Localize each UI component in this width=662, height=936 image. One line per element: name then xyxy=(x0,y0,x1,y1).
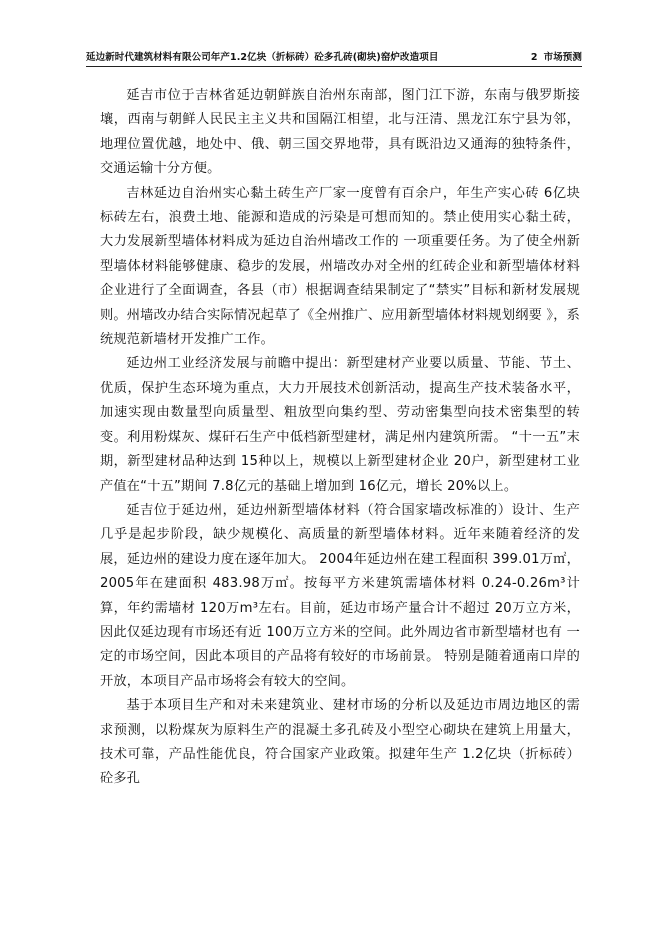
section-title: 市场预测 xyxy=(543,52,582,63)
document-body xyxy=(100,84,580,792)
paragraph-clay-brick: 吉林延边自治州实心黏土砖生产厂家一度曾有百余户，年生产实心砖 6亿块标砖左右，浪费土地、能源和造成的污染是可想而知的。禁止使用实心黏土砖，大力发展新型墙体材料成为延边自治州墙改工作的 一项重要任务。为了使全州新型墙体材料能够健康、稳步的发展，州墙改办对全州的红砖企业和新型墙体材料企业进行了全面调查，各县（市）根据调查结果制定了“禁实”目标和新材发展规则。州墙改办结合实际情况起草了《全州推广、应用新型墙体材料规划纲要 》，系统规范新墙材开发推广工作。 xyxy=(100,185,580,348)
header-divider xyxy=(86,66,582,67)
page-header xyxy=(86,49,582,65)
paragraph-project-basis: 基于本项目生产和对未来建筑业、建材市场的分析以及延边市周边地区的需求预测，以粉煤灰为原料生产的混凝土多孔砖及小型空心砌块在建筑上用量大，技术可靠，产品性能优良，符合国家产业政策。拟建年生产 1.2亿块（折标砖）砼多孔 xyxy=(100,698,580,787)
paragraph-market-demand: 延吉位于延边州，延边州新型墙体材料（符合国家墙改标准的）设计、生产几乎是起步阶段，缺少规模化、高质量的新型墙体材料。近年来随着经济的发展，延边州的建设力度在逐年加大。 2004年延边州在建工程面积 399.01万㎡，2005年在建面积 483.98万㎡。按每平方米建筑需墙体材料 0.24-0.26m³计算，年约需墙材 120万m³左右。目前，延边市场产量合计不超过 20万立方米，因此仅延边现有市场还有近 100万立方米的空间。此外周边省市新型墙材也有 一定的市场空间，因此本项目的产品将有较好的市场前景。 特别是随着通南口岸的开放，本项目产品市场将会有较大的空间。 xyxy=(100,502,580,689)
paragraph-industry-outlook: 延边州工业经济发展与前瞻中提出：新型建材产业要以质量、节能、节土、优质，保护生态环境为重点，大力开展技术创新活动，提高生产技术装备水平，加速实现由数量型向质量型、粗放型向集约型、劳动密集型向技术密集型的转变。利用粉煤灰、煤矸石生产中低档新型建材，满足州内建筑所需。 “十一五”末期，新型建材品种达到 15种以上，规模以上新型建材企业 20户，新型建材工业产值在“十五”期间 7.8亿元的基础上增加到 16亿元，增长 20%以上。 xyxy=(100,356,580,494)
header-title: 延边新时代建筑材料有限公司年产1.2亿块（折标砖）砼多孔砖(砌块)窑炉改造项目 xyxy=(86,52,439,63)
paragraph-location: 延吉市位于吉林省延边朝鲜族自治州东南部，图门江下游，东南与俄罗斯接壤，西南与朝鲜人民民主主义共和国隔江相望，北与汪清、黑龙江东宁县为邻，地理位置优越，地处中、俄、朝三国交界地带，具有既沿边又通海的独特条件，交通运输十分方便。 xyxy=(100,88,580,177)
page-number: 2 xyxy=(530,52,538,63)
header-section xyxy=(531,49,582,63)
